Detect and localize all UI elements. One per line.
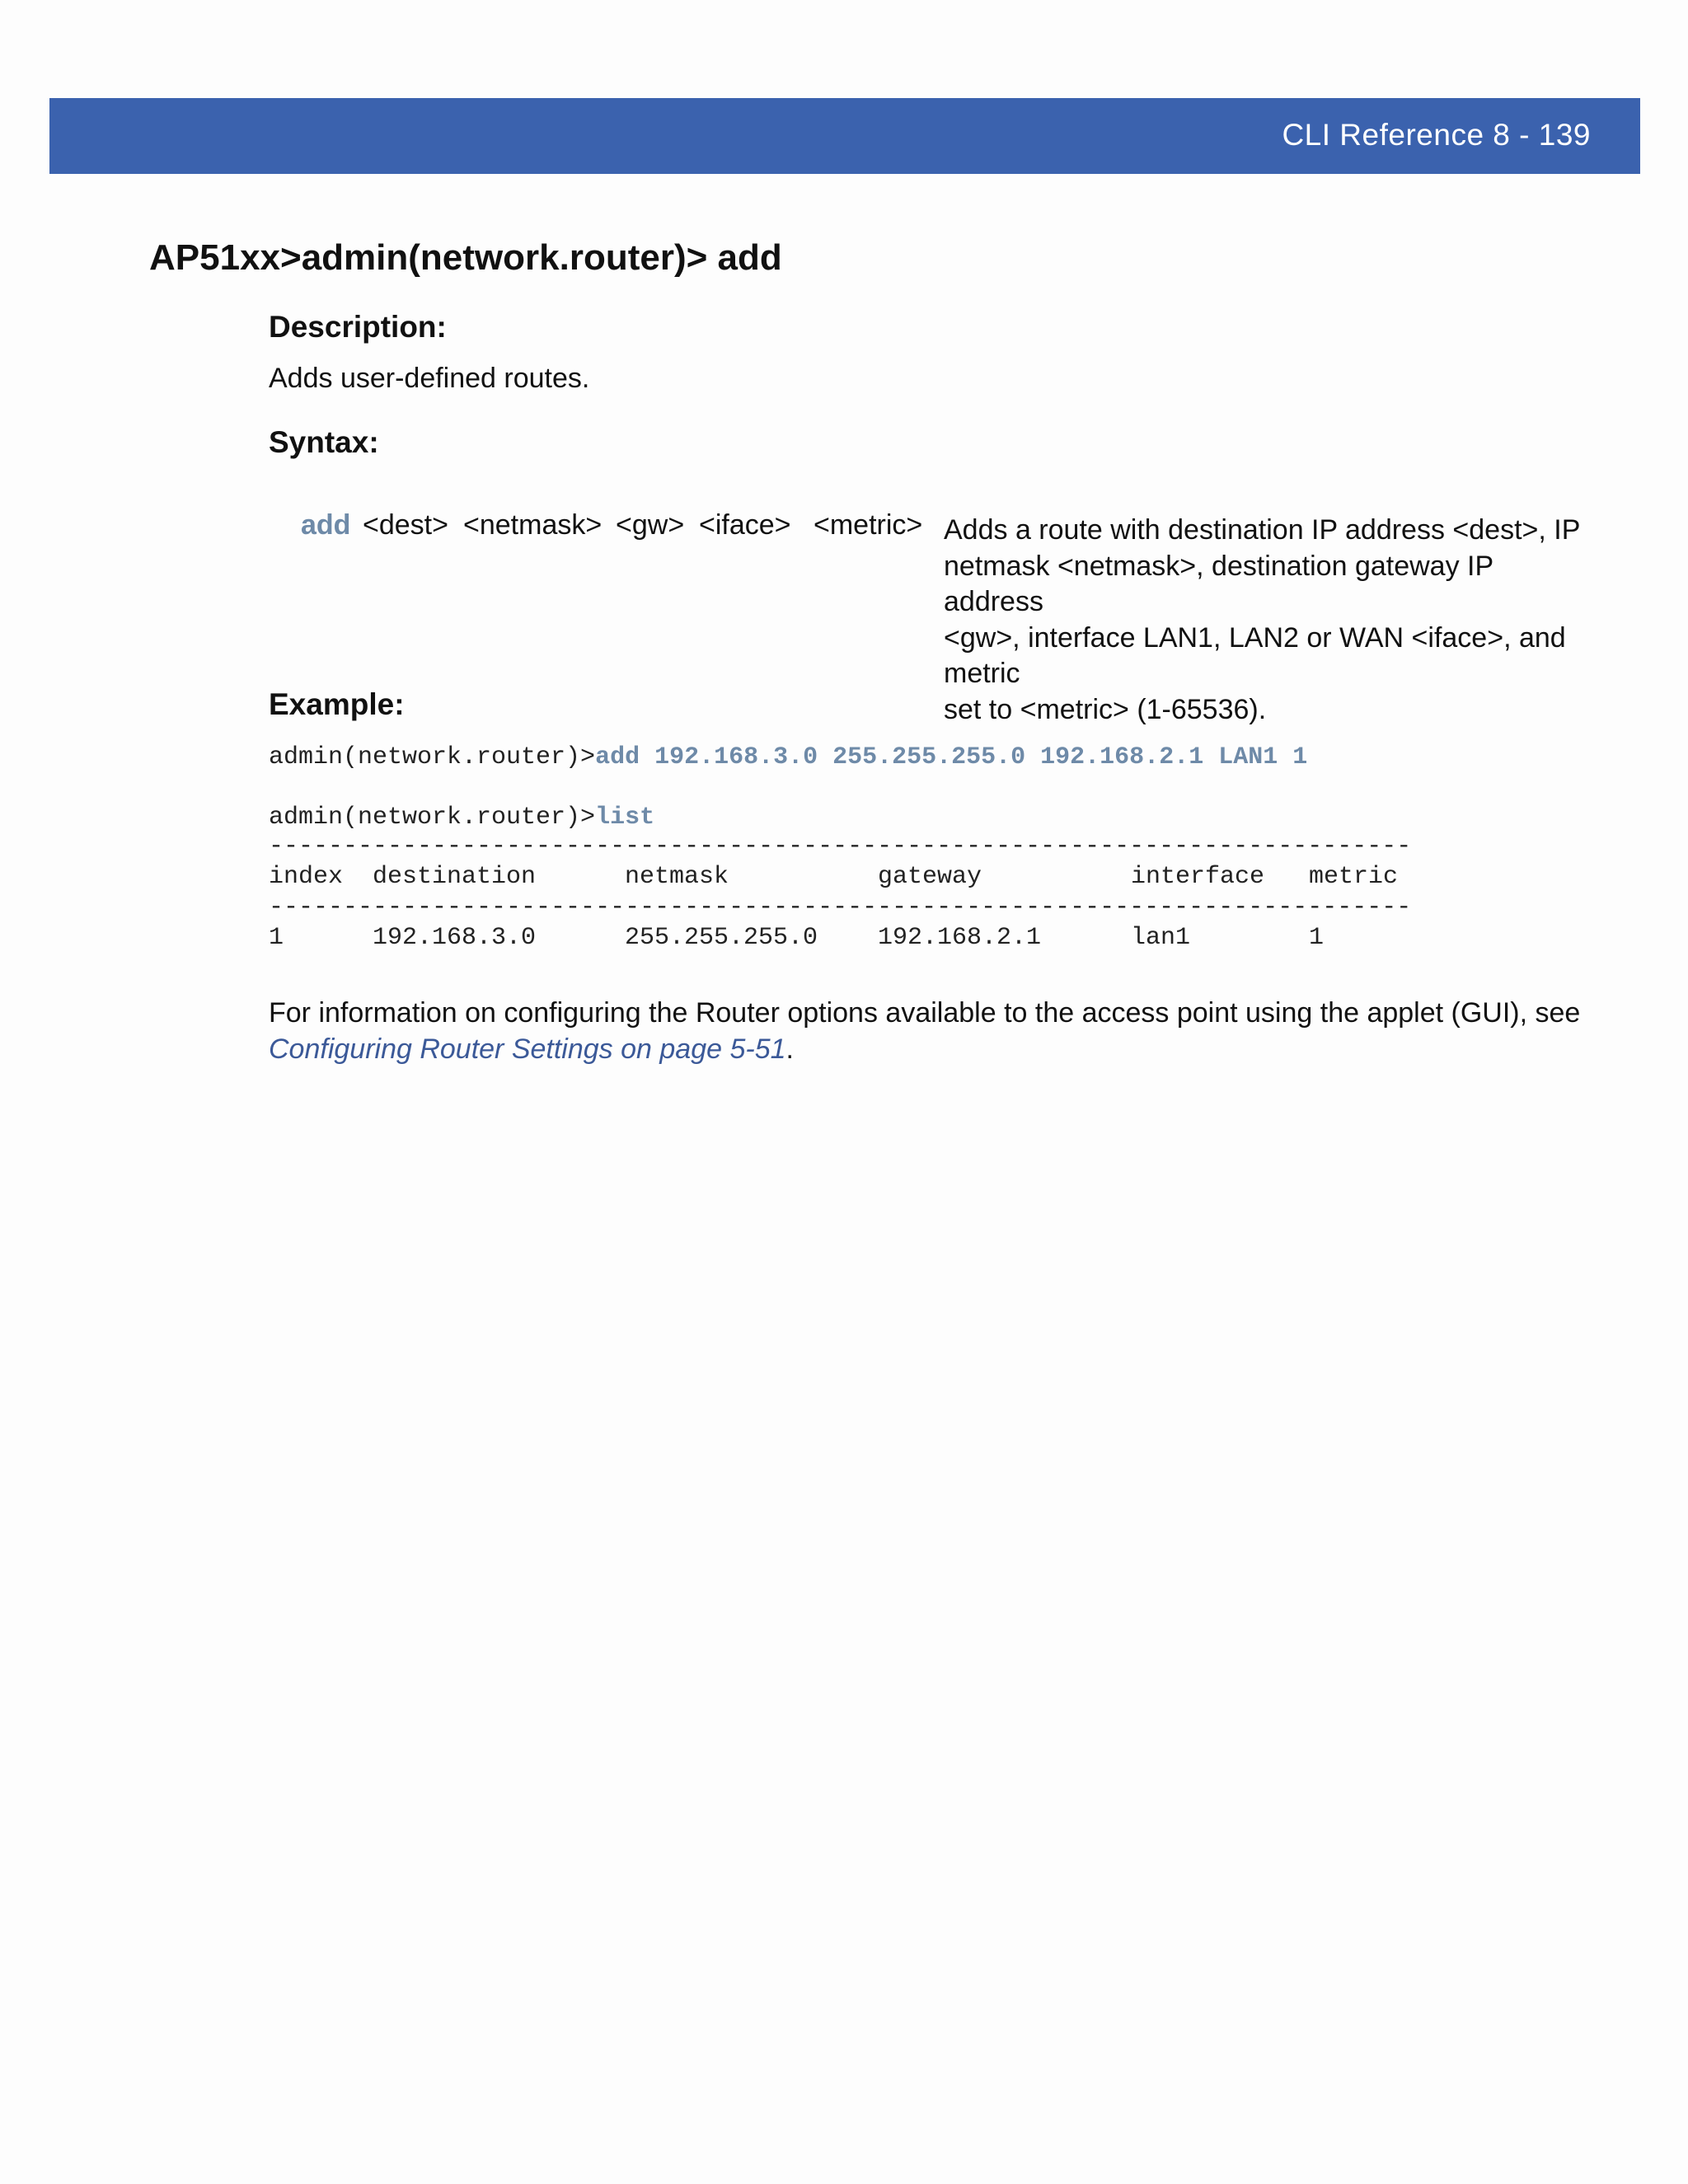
cli-prompt: admin(network.router)> xyxy=(269,743,596,771)
example-command-2 xyxy=(269,804,654,832)
syntax-desc-line: set to <metric> (1-65536). xyxy=(944,693,1267,725)
syntax-param-metric: <metric> xyxy=(814,509,923,541)
page-header-bar xyxy=(49,98,1640,174)
cross-reference-link[interactable]: Configuring Router Settings on page 5-51 xyxy=(269,1033,786,1065)
table-cell-gateway: 192.168.2.1 xyxy=(878,924,1042,952)
table-header-metric: metric xyxy=(1309,863,1399,891)
info-text: For information on configuring the Router options available to the access point using the applet (GUI), see xyxy=(269,997,1581,1029)
example-command-1 xyxy=(269,743,1307,771)
syntax-heading: Syntax: xyxy=(269,425,379,459)
table-header-destination: destination xyxy=(373,863,537,891)
table-cell-netmask: 255.255.255.0 xyxy=(625,924,818,952)
header-title: CLI Reference 8 - 139 xyxy=(1282,118,1591,152)
info-paragraph xyxy=(269,996,1620,1067)
table-header-gateway: gateway xyxy=(878,863,982,891)
syntax-desc-line: <gw>, interface LAN1, LAN2 or WAN <iface>, and metric xyxy=(944,621,1566,689)
table-cell-index: 1 xyxy=(269,924,284,952)
table-header-interface: interface xyxy=(1131,863,1265,891)
info-suffix: . xyxy=(785,1033,794,1065)
table-header-netmask: netmask xyxy=(625,863,729,891)
table-separator-bottom: ----------------------------------------------------------------------------- xyxy=(269,893,1412,921)
syntax-desc-line: Adds a route with destination IP address <dest>, IP xyxy=(944,514,1581,546)
example-heading: Example: xyxy=(269,687,405,721)
table-header-index: index xyxy=(269,863,344,891)
description-text: Adds user-defined routes. xyxy=(269,363,590,394)
cli-command: add 192.168.3.0 255.255.255.0 192.168.2.1 LAN1 1 xyxy=(595,743,1308,771)
page-title: AP51xx>admin(network.router)> add xyxy=(149,237,782,278)
table-separator-top: ----------------------------------------------------------------------------- xyxy=(269,832,1412,860)
syntax-command: add xyxy=(301,509,351,541)
syntax-description xyxy=(944,513,1587,728)
table-cell-metric: 1 xyxy=(1309,924,1325,952)
table-cell-interface: lan1 xyxy=(1131,924,1191,952)
syntax-param-netmask: <netmask> xyxy=(463,509,603,541)
description-heading: Description: xyxy=(269,310,447,344)
syntax-param-dest: <dest> xyxy=(363,509,448,541)
syntax-param-gw: <gw> xyxy=(616,509,685,541)
syntax-desc-line: netmask <netmask>, destination gateway IP address xyxy=(944,550,1493,617)
cli-command: list xyxy=(595,804,655,832)
syntax-param-iface: <iface> xyxy=(699,509,791,541)
table-cell-destination: 192.168.3.0 xyxy=(373,924,537,952)
cli-prompt: admin(network.router)> xyxy=(269,804,596,832)
